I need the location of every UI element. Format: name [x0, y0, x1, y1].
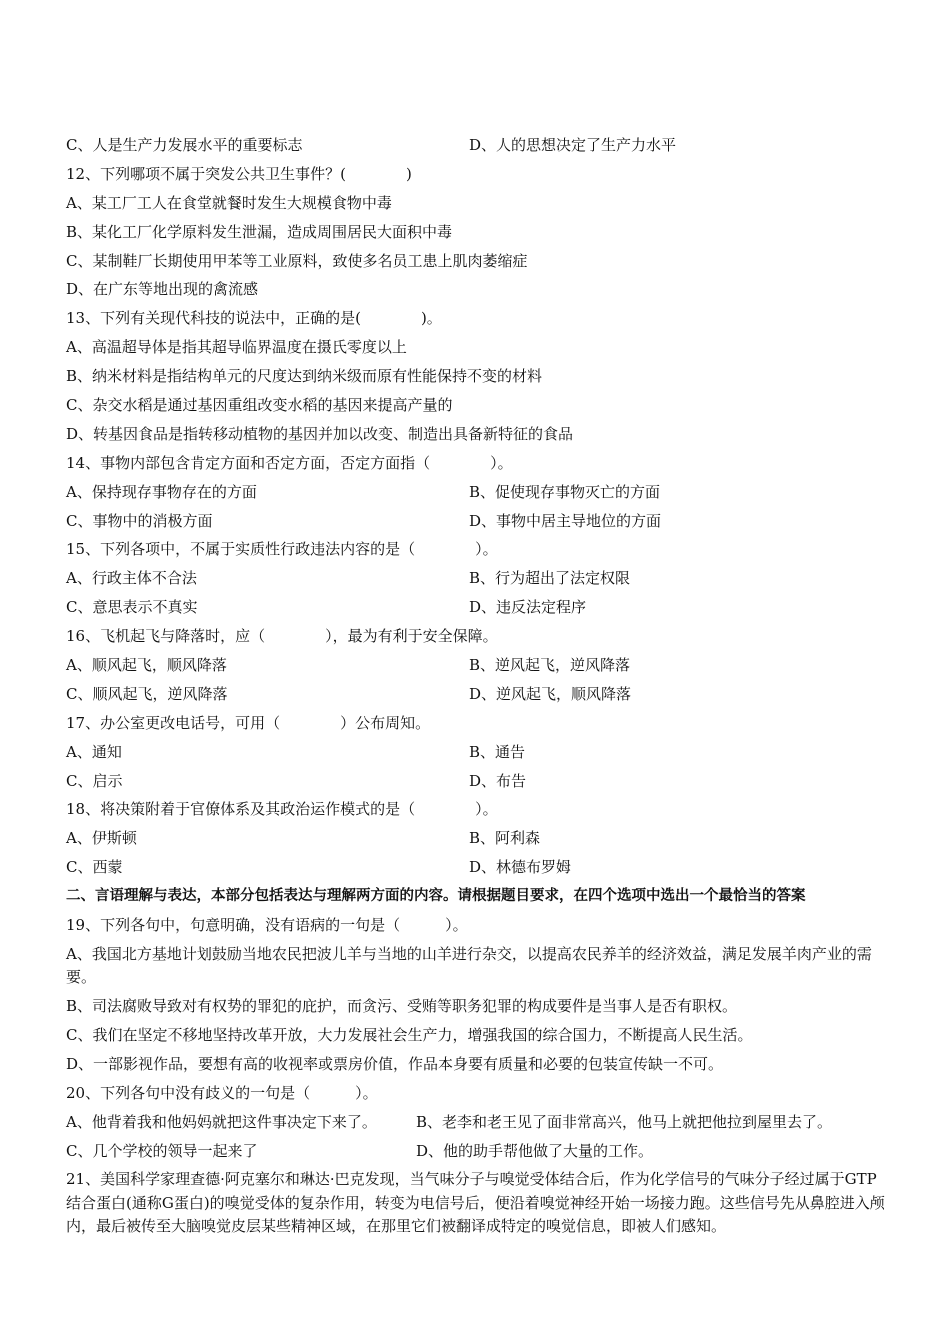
option-d: D、布告 [469, 771, 527, 790]
option-c: C、某制鞋厂长期使用甲苯等工业原料，致使多名员工患上肌肉萎缩症 [66, 251, 528, 270]
option-a: A、保持现存事物存在的方面 [66, 482, 257, 501]
option-c: C、启示 [66, 771, 123, 790]
option-row [66, 1137, 886, 1166]
option-c: C、意思表示不真实 [66, 598, 198, 617]
question-20: 20、下列各句中没有歧义的一句是（ ）。 [66, 1083, 378, 1102]
option-a: A、顺风起飞，顺风降落 [66, 656, 227, 675]
document-page [66, 131, 886, 1239]
option-b: B、某化工厂化学原料发生泄漏，造成周围居民大面积中毒 [66, 222, 453, 241]
section-heading: 二、言语理解与表达，本部分包括表达与理解两方面的内容。请根据题目要求，在四个选项中选出一个最恰当的答案 [66, 888, 806, 905]
option-d: D、在广东等地出现的禽流感 [66, 280, 259, 299]
option-d: D、事物中居主导地位的方面 [469, 511, 662, 530]
option-row [66, 507, 886, 536]
question-14: 14、事物内部包含肯定方面和否定方面，否定方面指（ ）。 [66, 453, 513, 472]
option-b: B、行为超出了法定权限 [469, 569, 631, 588]
question-17: 17、办公室更改电话号，可用（ ）公布周知。 [66, 713, 431, 732]
option-row [66, 824, 886, 853]
option-a: A、他背着我和他妈妈就把这件事决定下来了。 [66, 1112, 377, 1131]
option-b: B、促使现存事物灭亡的方面 [469, 482, 661, 501]
option-d: D、他的助手帮他做了大量的工作。 [416, 1141, 654, 1160]
option-d: D、林德布罗姆 [469, 858, 572, 877]
option-b: B、阿利森 [469, 829, 541, 848]
option-d: D、违反法定程序 [469, 598, 587, 617]
question-21: 21、美国科学家理查德·阿克塞尔和琳达·巴克发现，当气味分子与嗅觉受体结合后，作为化学信号的气味分子经过属于GTP结合蛋白(通称G蛋白)的嗅觉受体的复杂作用，转变为电信号后，便沿着嗅觉神经开始一场接力跑。这些信号先从鼻腔进入颅内，最后被传至大脑嗅觉皮层某些精神区域，在那里它们被翻译成特定的嗅觉信息，即被人们感知。 [66, 1170, 885, 1236]
option-c: C、西蒙 [66, 858, 123, 877]
option-c: C、几个学校的领导一起来了 [66, 1141, 258, 1160]
option-row [66, 1108, 886, 1137]
option-row [66, 680, 886, 709]
option-c: C、杂交水稻是通过基因重组改变水稻的基因来提高产量的 [66, 396, 453, 415]
option-row [66, 767, 886, 796]
option-b: B、逆风起飞，逆风降落 [469, 656, 631, 675]
option-b: B、司法腐败导致对有权势的罪犯的庇护，而贪污、受贿等职务犯罪的构成要件是当事人是否有职权。 [66, 997, 738, 1016]
option-a: A、我国北方基地计划鼓励当地农民把波儿羊与当地的山羊进行杂交，以提高农民养羊的经济效益，满足发展羊肉产业的需要。 [66, 945, 872, 987]
question-16: 16、飞机起飞与降落时，应（ ），最为有利于安全保障。 [66, 627, 498, 646]
option-row [66, 651, 886, 680]
question-15: 15、下列各项中，不属于实质性行政违法内容的是（ ）。 [66, 540, 498, 559]
option-row [66, 478, 886, 507]
question-13: 13、下列有关现代科技的说法中，正确的是( )。 [66, 309, 442, 328]
option-c: C、人是生产力发展水平的重要标志 [66, 136, 303, 154]
option-a: A、伊斯顿 [66, 829, 137, 848]
option-row [66, 131, 886, 160]
option-b: B、纳米材料是指结构单元的尺度达到纳米级而原有性能保持不变的材料 [66, 367, 543, 386]
option-d: D、逆风起飞，顺风降落 [469, 684, 632, 703]
option-d: D、转基因食品是指转移动植物的基因并加以改变、制造出具备新特征的食品 [66, 424, 574, 443]
option-c: C、顺风起飞，逆风降落 [66, 684, 228, 703]
option-row [66, 564, 886, 593]
question-19: 19、下列各句中，句意明确，没有语病的一句是（ ）。 [66, 916, 468, 935]
option-a: A、行政主体不合法 [66, 569, 197, 588]
option-row [66, 738, 886, 767]
option-d: D、一部影视作品，要想有高的收视率或票房价值，作品本身要有质量和必要的包装宣传缺一不可。 [66, 1054, 724, 1073]
option-a: A、某工厂工人在食堂就餐时发生大规模食物中毒 [66, 193, 392, 212]
option-a: A、通知 [66, 742, 122, 761]
question-18: 18、将决策附着于官僚体系及其政治运作模式的是（ ）。 [66, 800, 498, 819]
option-a: A、高温超导体是指其超导临界温度在摄氏零度以上 [66, 338, 407, 357]
option-b: B、通告 [469, 742, 526, 761]
option-row [66, 853, 886, 882]
question-12: 12、下列哪项不属于突发公共卫生事件？( ) [66, 164, 412, 183]
option-row [66, 593, 886, 622]
option-c: C、我们在坚定不移地坚持改革开放，大力发展社会生产力，增强我国的综合国力，不断提高人民生活。 [66, 1025, 753, 1044]
option-c: C、事物中的消极方面 [66, 511, 213, 530]
option-b: B、老李和老王见了面非常高兴，他马上就把他拉到屋里去了。 [416, 1112, 833, 1131]
option-d: D、人的思想决定了生产力水平 [469, 136, 677, 154]
